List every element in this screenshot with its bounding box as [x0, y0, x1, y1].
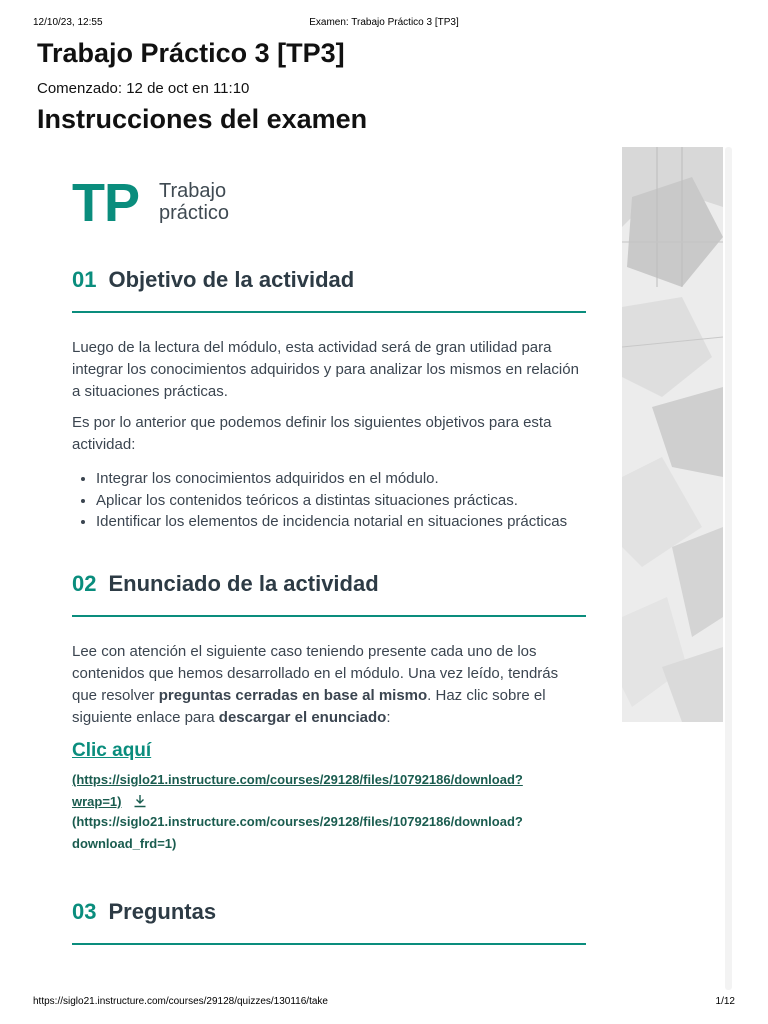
section-divider [72, 615, 586, 617]
section-divider [72, 943, 586, 945]
section-divider [72, 311, 586, 313]
objetivo-paragraph-2: Es por lo anterior que podemos definir los siguientes objetivos para esta actividad: [72, 414, 552, 453]
tp-logo-mark: TP [72, 173, 140, 233]
print-page-number: 1/12 [715, 996, 735, 1007]
section-heading [72, 570, 586, 598]
tp-logo-text [159, 180, 279, 224]
section-number: 01 [72, 267, 97, 292]
section-heading [72, 266, 586, 294]
section-number: 02 [72, 571, 97, 596]
objetivo-paragraph-1: Luego de la lectura del módulo, esta actividad será de gran utilidad para integrar los conocimientos adquiridos y para analizar los mismos en relación a situaciones prácticas. [72, 339, 579, 400]
page-scrollbar[interactable] [725, 147, 732, 990]
download-link-wrap[interactable] [72, 769, 592, 813]
decorative-architecture-image [622, 147, 723, 722]
quiz-title: Trabajo Práctico 3 [TP3] [37, 38, 345, 68]
download-frd-line2[interactable]: download_frd=1) [72, 836, 177, 851]
download-frd-link[interactable] [72, 811, 592, 855]
section-title: Objetivo de la actividad [108, 267, 355, 292]
print-header [0, 17, 768, 31]
section-title: Preguntas [108, 899, 217, 924]
print-url: https://siglo21.instructure.com/courses/29128/quizzes/130116/take [33, 996, 328, 1007]
section-title: Enunciado de la actividad [108, 571, 379, 596]
enunciado-paragraph [72, 641, 586, 729]
tp-logo-line1: Trabajo [159, 180, 227, 202]
list-item: • Identificar los elementos de incidencia notarial en situaciones prácticas [96, 511, 626, 533]
download-url-line1[interactable]: (https://siglo21.instructure.com/courses/29128/files/10792186/download? [72, 772, 523, 787]
instructions-heading: Instrucciones del examen [37, 104, 368, 134]
section-preguntas [72, 898, 586, 926]
text-run: Lee con atención el siguiente caso teniendo presente cada uno de los contenidos que hemos desarrollado en el módulo. Una vez leído, tendrás que resolver [72, 643, 559, 704]
text-run: . Haz clic sobre el siguiente enlace para [72, 687, 546, 726]
section-enunciado [72, 570, 586, 598]
tp-logo-line2: práctico [159, 202, 230, 224]
section-objetivo [72, 266, 586, 294]
list-item: • Aplicar los contenidos teóricos a distintas situaciones prácticas. [96, 490, 626, 512]
architecture-pattern-icon [622, 147, 723, 722]
text-run: : [386, 709, 391, 726]
download-arrow-icon[interactable] [133, 794, 147, 808]
print-datetime: 12/10/23, 12:55 [33, 17, 103, 28]
section-number: 03 [72, 899, 97, 924]
list-item: • Integrar los conocimientos adquiridos en el módulo. [96, 468, 626, 490]
started-timestamp: Comenzado: 12 de oct en 11:10 [37, 80, 250, 97]
download-frd-line1[interactable]: (https://siglo21.instructure.com/courses/29128/files/10792186/download? [72, 814, 523, 829]
bold-text: descargar el enunciado [218, 709, 387, 726]
bold-text: preguntas cerradas en base al mismo [158, 687, 428, 704]
objetivo-list [72, 468, 626, 533]
section-heading [72, 898, 586, 926]
print-page-title: Examen: Trabajo Práctico 3 [TP3] [309, 17, 459, 28]
print-footer [0, 996, 768, 1010]
download-url-line2[interactable]: wrap=1) [72, 794, 122, 809]
clic-aqui-link[interactable]: Clic aquí [72, 740, 152, 761]
